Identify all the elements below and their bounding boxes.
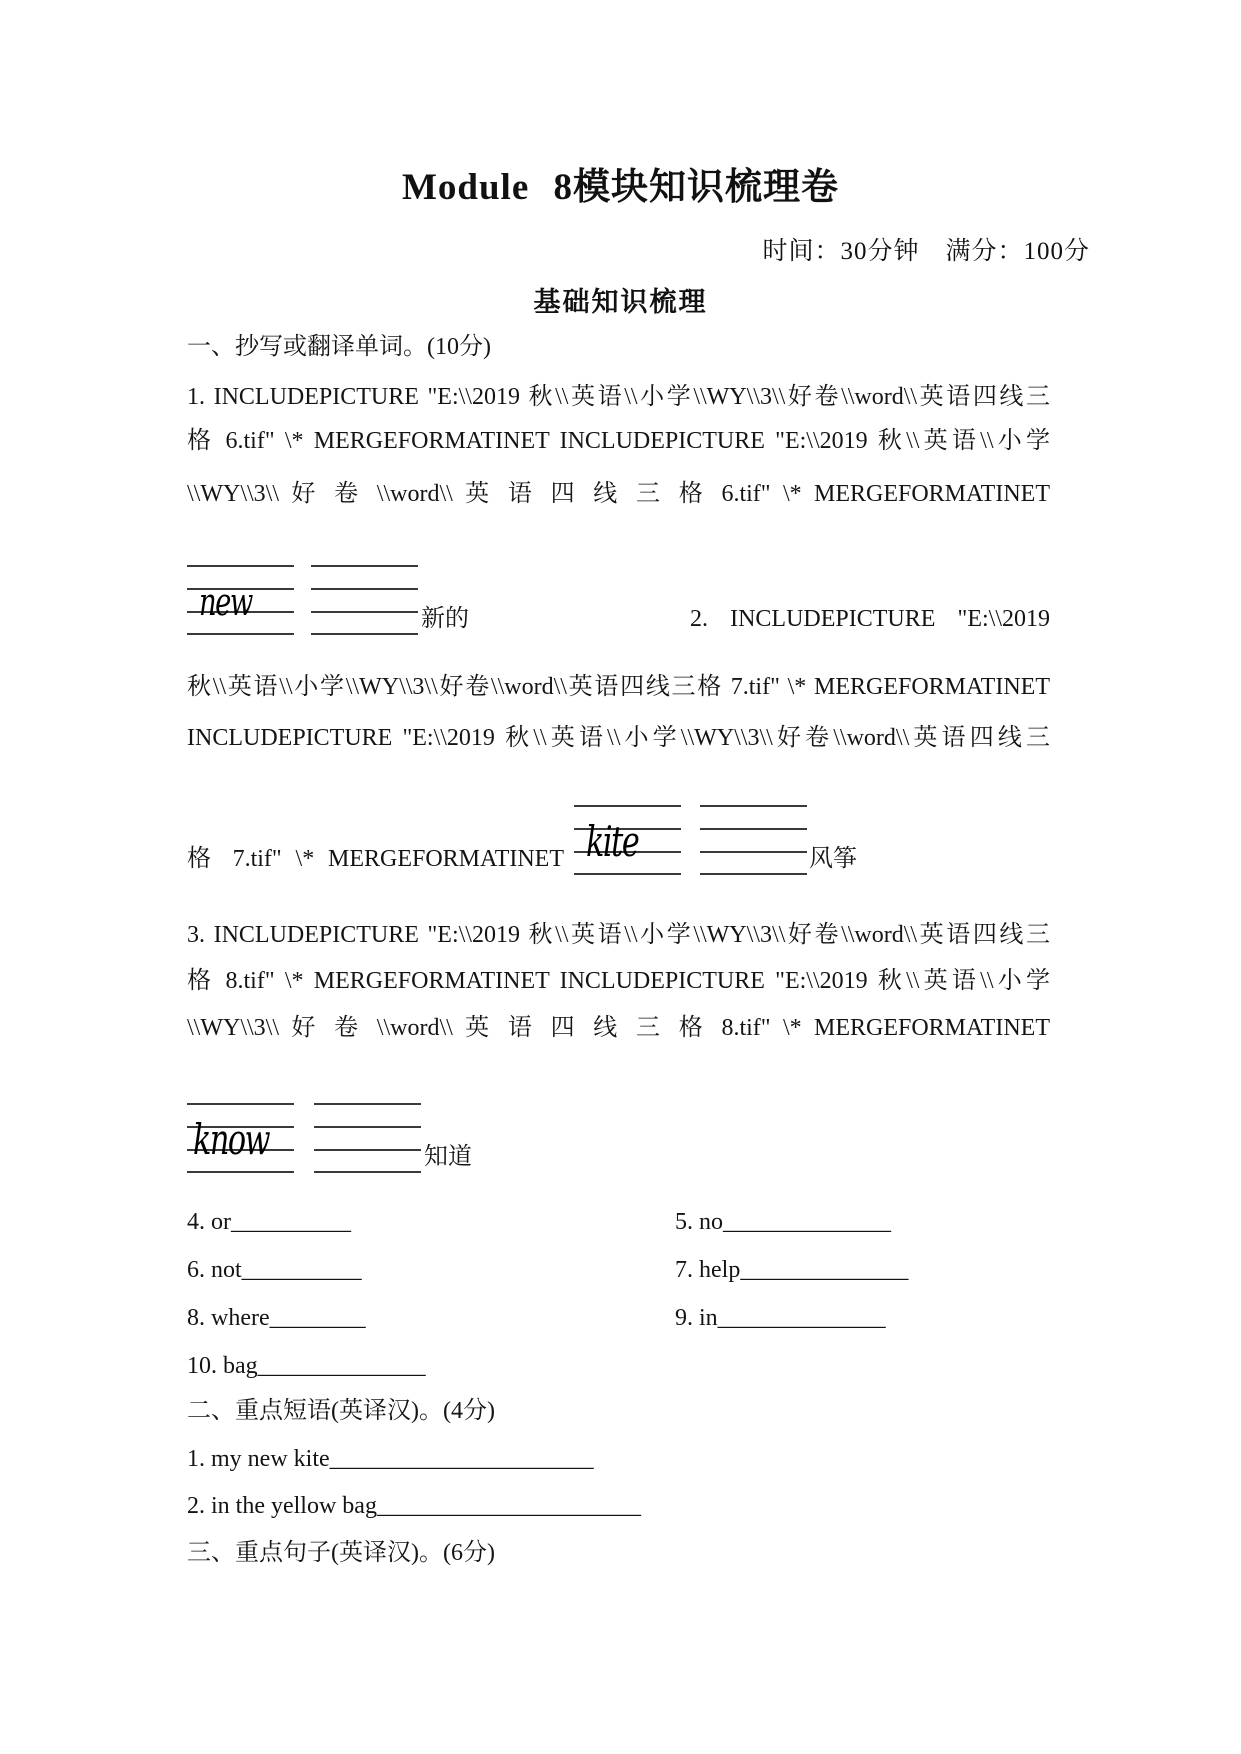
grid-line [314,1126,421,1128]
four-line-writing-grid-blank [700,805,807,875]
page-title: Module 8模块知识梳理卷 [401,167,840,208]
fill-item: 6. not__________ [187,1257,362,1283]
grid-line [314,1171,421,1173]
item1-field-code-line: 1. INCLUDEPICTURE "E:\\2019 秋\\英语\\小学\\WY\\3\\好卷\\word\\英语四线三 [187,384,1050,410]
section1-heading: 一、抄写或翻译单词。(10分) [187,334,491,360]
item3-field-code-line: 3. INCLUDEPICTURE "E:\\2019 秋\\英语\\小学\\WY\\3\\好卷\\word\\英语四线三 [187,922,1050,948]
grid-line [311,565,418,567]
fill-item: 7. help______________ [675,1257,909,1283]
grid-line [311,588,418,590]
four-line-writing-grid-blank [314,1103,421,1173]
grid-line [187,565,294,567]
translation-label: 风筝 [809,846,857,872]
exam-time-score-meta: 时间：30分钟 满分：100分 [762,238,1090,265]
four-line-writing-grid [574,805,681,875]
phrase-item: 1. my new kite______________________ [187,1446,594,1472]
four-line-writing-grid [187,565,294,635]
item1-field-code-line: 格 6.tif" \* MERGEFORMATINET INCLUDEPICTURE "E:\\2019 秋\\英语\\小学 [187,428,1050,454]
phrase-item: 2. in the yellow bag______________________ [187,1493,641,1519]
fill-item: 5. no______________ [675,1209,891,1235]
grid-line [574,873,681,875]
translation-label: 知道 [424,1144,472,1170]
grid-line [700,828,807,830]
grid-line [311,633,418,635]
translation-label: 新的 [421,606,469,632]
section3-heading: 三、重点句子(英译汉)。(6分) [187,1540,495,1566]
item2-field-code-line: INCLUDEPICTURE "E:\\2019 秋\\英语\\小学\\WY\\3\\好卷\\word\\英语四线三 [187,725,1050,751]
handwritten-word-know: know [193,1115,270,1164]
four-line-writing-grid-blank [311,565,418,635]
grid-line [311,611,418,613]
grid-line [187,1171,294,1173]
item2-field-code-line: 2. INCLUDEPICTURE "E:\\2019 [690,606,1050,632]
grid-line [700,873,807,875]
grid-line [574,805,681,807]
grid-line [187,633,294,635]
handwritten-word-kite: kite [586,817,639,866]
item3-field-code-line: 格 8.tif" \* MERGEFORMATINET INCLUDEPICTURE "E:\\2019 秋\\英语\\小学 [187,968,1050,994]
handwritten-word-new: new [199,580,252,624]
basics-subheading: 基础知识梳理 [533,287,708,317]
fill-item: 8. where________ [187,1305,366,1331]
fill-item: 4. or__________ [187,1209,351,1235]
fill-item: 10. bag______________ [187,1353,426,1379]
grid-line [187,1103,294,1105]
item2-field-code-line: 秋\\英语\\小学\\WY\\3\\好卷\\word\\英语四线三格 7.tif" \* MERGEFORMATINET [187,674,1050,700]
grid-line [700,851,807,853]
section2-heading: 二、重点短语(英译汉)。(4分) [187,1398,495,1424]
grid-line [314,1149,421,1151]
four-line-writing-grid [187,1103,294,1173]
grid-line [700,805,807,807]
item2-field-code-line: 格 7.tif" \* MERGEFORMATINET [187,846,564,872]
item3-field-code-line: \\WY\\3\\ 好 卷 \\word\\ 英 语 四 线 三 格 8.tif" \* MERGEFORMATINET [187,1015,1050,1041]
grid-line [314,1103,421,1105]
fill-item: 9. in______________ [675,1305,886,1331]
item1-field-code-line: \\WY\\3\\ 好 卷 \\word\\ 英 语 四 线 三 格 6.tif" \* MERGEFORMATINET [187,481,1050,507]
